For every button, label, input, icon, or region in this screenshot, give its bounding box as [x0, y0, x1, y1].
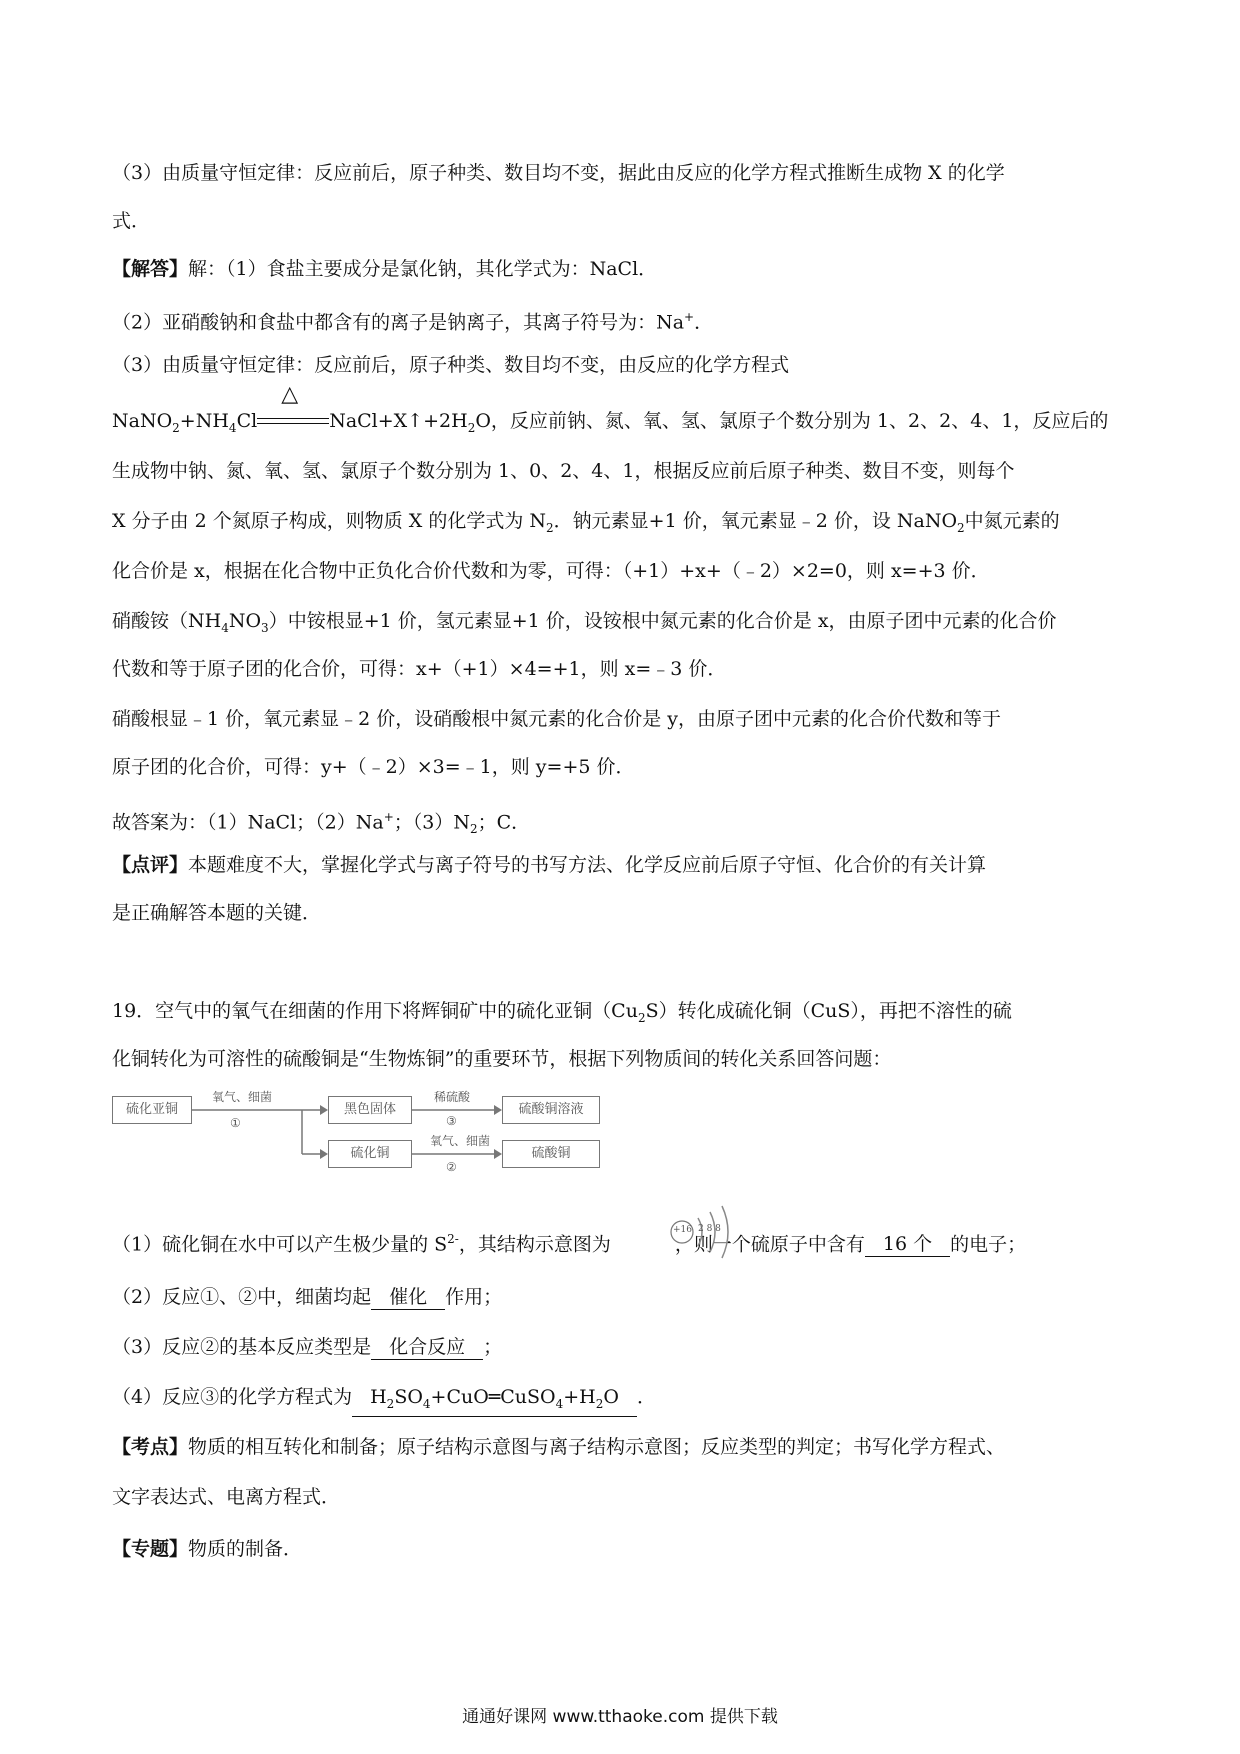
analysis-3-line-2: 式．	[112, 210, 151, 232]
conversion-diagram	[112, 1086, 632, 1196]
arrow3-number: ③	[446, 1114, 457, 1128]
body-line-f: 代数和等于原子团的化合价，可得：x+（+1）×4=+1，则 x=﹣3 价．	[112, 658, 727, 680]
body-line-g: 硝酸根显﹣1 价，氧元素显﹣2 价，设硝酸根中氮元素的化合价是 y，由原子团中元素的化合价代数和等于	[112, 708, 1002, 730]
body-line-e: 硝酸铵$(NH_4NO_3)$中铵根显+1 价，氢元素显+1 价，设铵根中氮元素的化合价是 x，由原子团中元素的化合价	[112, 610, 1057, 635]
electron-shells: 2 8 8	[698, 1224, 721, 1234]
answer-blank-4: $H_2SO_4+CuO═CuSO_4+H_2O$	[352, 1385, 637, 1417]
q19-stem-2: 化铜转化为可溶性的硫酸铜是“生物炼铜”的重要环节，根据下列物质间的转化关系回答问题：	[112, 1048, 892, 1070]
box-black-solid: 黑色固体	[328, 1096, 412, 1124]
box-cuso4: 硫酸铜	[502, 1140, 600, 1168]
body-line-d: 化合价是 x，根据在化合物中正负化合价代数和为零，可得：（+1）+x+（﹣2）×2=0，则 x=+3 价．	[112, 560, 990, 582]
comment-1: 【点评】本题难度不大，掌握化学式与离子符号的书写方法、化学反应前后原子守恒、化合价的有关计算	[112, 854, 987, 876]
footer-source: 通通好课网 www.tthaoke.com 提供下载	[462, 1707, 778, 1727]
box-cu2s: 硫化亚铜	[112, 1096, 192, 1124]
final-answer: 故答案为：（1）NaCl；（2）Na+；$(3)N_2$；C．	[112, 810, 531, 837]
sub-question-2: （2）反应①、②中，细菌均起 催化 作用；	[112, 1286, 503, 1308]
comment-label: 【点评】	[112, 854, 189, 876]
kaodian-label: 【考点】	[112, 1436, 189, 1458]
comment-2: 是正确解答本题的关键．	[112, 902, 322, 924]
arrow3-label: 稀硫酸	[434, 1090, 471, 1104]
answer-2: （2）亚硝酸钠和食盐中都含有的离子是钠离子，其离子符号为：Na+．	[112, 310, 714, 334]
kaodian-2: 文字表达式、电离方程式．	[112, 1486, 341, 1508]
analysis-3-line-1: （3）由质量守恒定律：反应前后，原子种类、数目均不变，据此由反应的化学方程式推断生成物 X 的化学	[112, 162, 1005, 184]
body-line-h: 原子团的化合价，可得：y+（﹣2）×3=﹣1，则 y=+5 价．	[112, 756, 635, 778]
answer-blank-2: 催化	[371, 1285, 445, 1310]
answer-1: 【解答】解：（1）食盐主要成分是氯化钠，其化学式为：NaCl．	[112, 258, 658, 280]
sub-question-3: （3）反应②的基本反应类型是 化合反应 ；	[112, 1336, 503, 1358]
box-cus: 硫化铜	[328, 1140, 412, 1168]
arrow2-number: ②	[446, 1160, 457, 1174]
answer-blank-1: 16 个	[865, 1232, 950, 1257]
box-cuso4-solution: 硫酸铜溶液	[502, 1096, 600, 1124]
body-line-b: 生成物中钠、氮、氧、氢、氯原子个数分别为 1、0、2、4、1，根据反应前后原子种类、数目不变，则每个	[112, 460, 1015, 482]
answer-blank-3: 化合反应	[371, 1335, 483, 1360]
nucleus-charge: +16	[673, 1225, 692, 1235]
sulfur-ion-structure-diagram	[668, 1200, 738, 1264]
zhuanti: 【专题】物质的制备．	[112, 1538, 303, 1560]
reaction-condition	[257, 382, 329, 432]
heat-symbol: △	[281, 382, 299, 407]
answer-3: （3）由质量守恒定律：反应前后，原子种类、数目均不变，由反应的化学方程式	[112, 354, 790, 376]
arrow1-label: 氧气、细菌	[212, 1090, 273, 1104]
body-line-c: X 分子由 2 个氮原子构成，则物质 X 的化学式为 $N_2$．钠元素显+1 价，氧元素显﹣2 价，设 NaNO$_2$中氮元素的	[112, 510, 1060, 535]
answer-label: 【解答】	[112, 258, 189, 280]
arrow2-label: 氧气、细菌	[430, 1134, 491, 1148]
q19-stem-1: 19．空气中的氧气在细菌的作用下将辉铜矿中的硫化亚铜$(Cu_2S)$转化成硫化铜（CuS），再把不溶性的硫	[112, 1000, 1012, 1025]
sub-question-4: （4）反应③的化学方程式为 $H_2SO_4+CuO═CuSO_4+H_2O$ ．	[112, 1384, 656, 1417]
arrow1-number: ①	[230, 1116, 241, 1130]
sub-question-1: （1）硫化铜在水中可以产生极少量的 $S^{2-}$，其结构示意图为 ，则一个硫原子中含有 16 个 的电子；	[112, 1232, 1027, 1256]
kaodian-1: 【考点】物质的相互转化和制备；原子结构示意图与离子结构示意图；反应类型的判定；书写化学方程式、	[112, 1436, 1006, 1458]
equation-line: $NaNO_2+NH_4Cl$ △ $NaCl+X↑+2H_2O$，反应前钠、氮、氧、氢、氯原子个数分别为 1、2、2、4、1，反应后的	[112, 382, 1109, 435]
zhuanti-label: 【专题】	[112, 1538, 189, 1560]
